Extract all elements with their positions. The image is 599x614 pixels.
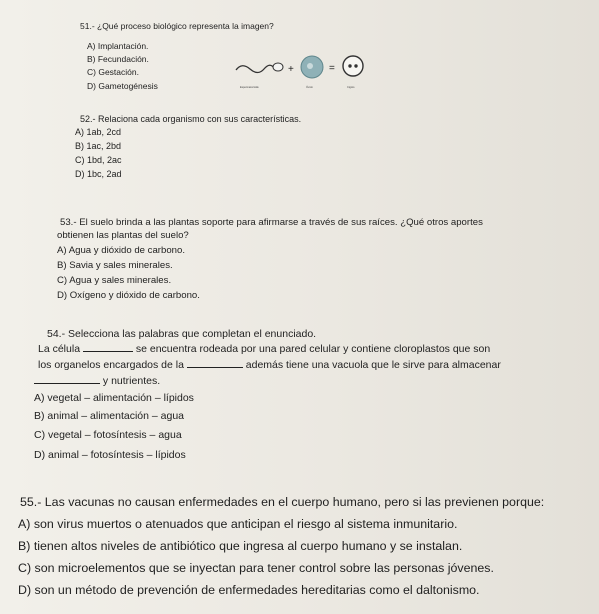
q55-question: 55.- Las vacunas no causan enfermedades en el cuerpo humano, pero si las previenen porque: [20,495,545,509]
q54-line1-end: se encuentra rodeada por una pared celular y contiene cloroplastos que son [135,343,491,355]
zygote-icon [343,56,363,76]
q54-option-d: D) animal – fotosíntesis – lípidos [34,449,186,461]
q53-option-b: B) Savia y sales minerales. [57,260,173,271]
plus-sign: + [288,64,294,75]
q53-option-d: D) Oxígeno y dióxido de carbono. [57,290,200,301]
q52-question: 52.- Relaciona cada organismo con sus características. [80,114,302,124]
q52-option-a: A) 1ab, 2cd [75,127,122,137]
q53-option-c: C) Agua y sales minerales. [57,275,172,286]
q52-option-b: B) 1ac, 2bd [75,141,122,151]
q55-option-b: B) tienen altos niveles de antibiótico que ingresa al cuerpo humano y se instalan. [18,539,463,553]
fertilization-figure [230,50,380,92]
ovum-icon [301,56,323,78]
q51-option-d: D) Gametogénesis [87,81,158,91]
q53-option-a: A) Agua y dióxido de carbono. [57,245,186,256]
q52-option-c: C) 1bd, 2ac [75,155,122,165]
q55-option-a: A) son virus muertos o atenuados que anticipan el riesgo al sistema inmunitario. [18,517,458,531]
q54-question: 54.- Selecciona las palabras que completan el enunciado. [47,328,317,340]
q53-question-line1: 53.- El suelo brinda a las plantas soporte para afirmarse a través de sus raíces. ¿Qué otros aportes [60,217,483,228]
sperm-label: Espermatozoide [240,86,259,89]
q54-blank-1 [83,351,133,352]
zygote-label: Cigoto [347,86,355,89]
q51-option-c: C) Gestación. [87,67,139,77]
q55-option-d: D) son un método de prevención de enfermedades hereditarias como el daltonismo. [18,583,480,597]
q54-blank-3 [34,383,100,384]
ovum-label: Óvulo [306,86,313,89]
q54-sentence-line3 [34,375,160,387]
q53-question-line2: obtienen las plantas del suelo? [57,230,189,241]
q54-line1-start: La célula [38,343,81,355]
sperm-icon [236,63,283,73]
q54-sentence-line1 [38,343,490,355]
q54-option-b: B) animal – alimentación – agua [34,410,185,422]
q54-option-c: C) vegetal – fotosíntesis – agua [34,429,182,441]
q54-line2-start: los organelos encargados de la [38,359,184,371]
q54-option-a: A) vegetal – alimentación – lípidos [34,392,194,404]
q54-line3-text: y nutrientes. [102,375,161,387]
equals-sign: = [329,63,335,74]
q54-line2-end: además tiene una vacuola que le sirve para almacenar [245,359,501,371]
q51-option-b: B) Fecundación. [87,54,149,64]
q52-option-d: D) 1bc, 2ad [75,169,122,179]
q51-option-a: A) Implantación. [87,41,149,51]
q54-sentence-line2 [38,359,501,371]
q54-blank-2 [187,367,243,368]
q55-option-c: C) son microelementos que se inyectan para tener control sobre las personas jóvenes. [18,561,494,575]
q51-question: 51.- ¿Qué proceso biológico representa la imagen? [80,21,274,31]
